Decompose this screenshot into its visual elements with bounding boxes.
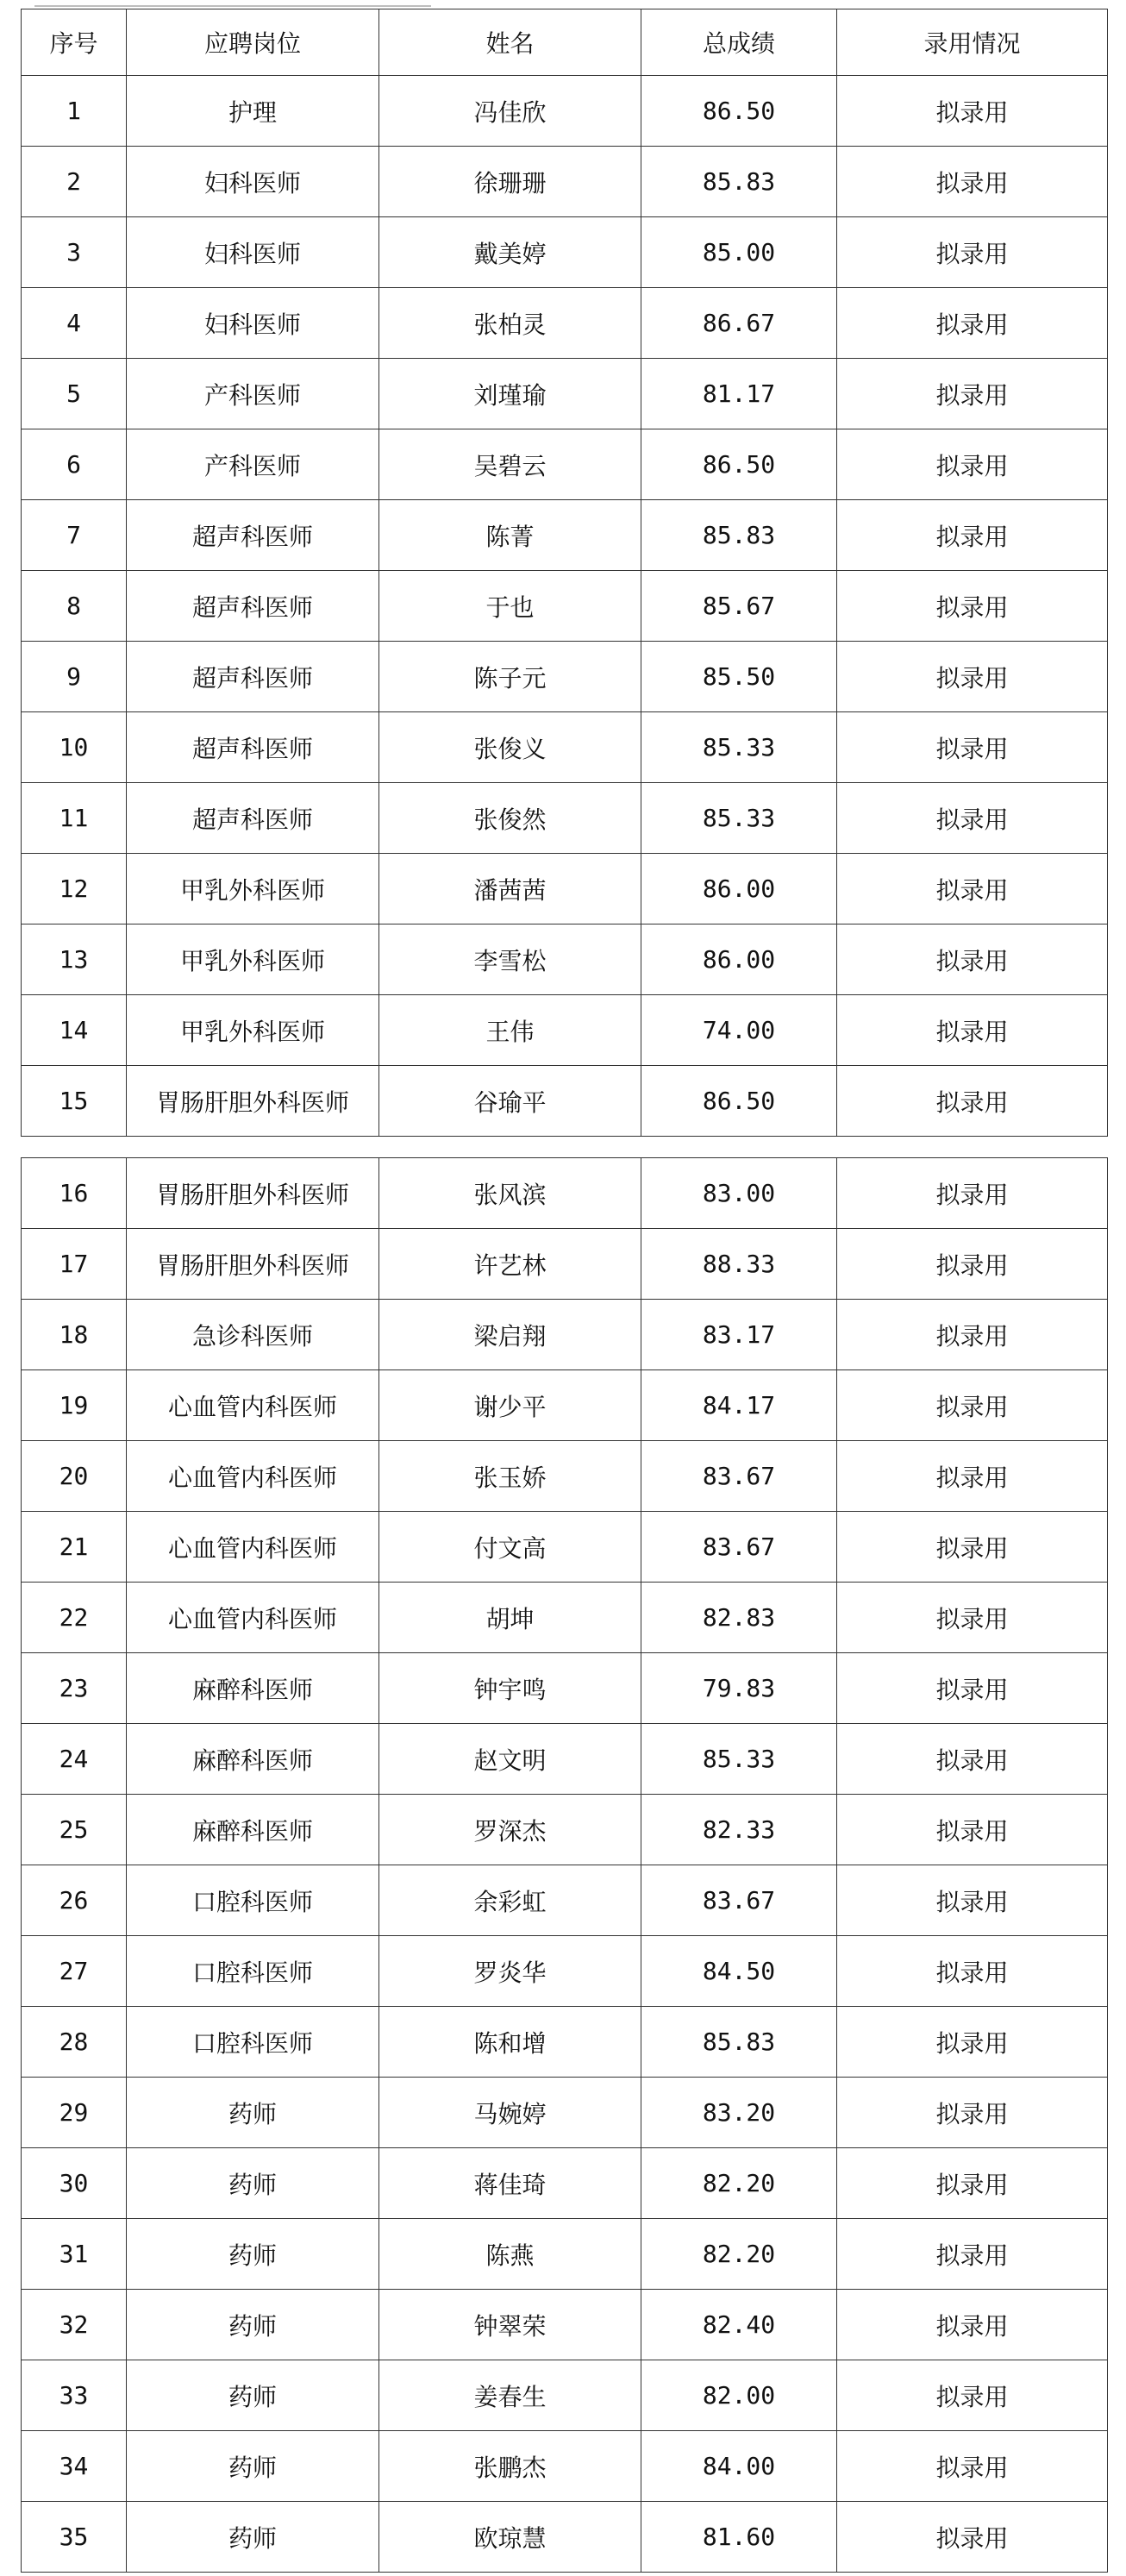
cell-total-score: 85.67 <box>641 571 837 642</box>
cell-hiring-status: 拟录用 <box>837 854 1108 924</box>
cell-index: 22 <box>22 1583 127 1653</box>
cell-hiring-status: 拟录用 <box>837 2360 1108 2431</box>
cell-name: 赵文明 <box>379 1724 641 1795</box>
cell-position: 胃肠肝胆外科医师 <box>127 1066 379 1137</box>
cell-total-score: 81.17 <box>641 359 837 429</box>
table-row <box>22 1300 1108 1370</box>
cell-position: 口腔科医师 <box>127 1865 379 1936</box>
table-row <box>22 1066 1108 1137</box>
table-row <box>22 783 1108 854</box>
cell-total-score: 85.33 <box>641 712 837 783</box>
cell-hiring-status: 拟录用 <box>837 1865 1108 1936</box>
cell-name: 钟宇鸣 <box>379 1653 641 1724</box>
cell-hiring-status: 拟录用 <box>837 1583 1108 1653</box>
cell-name: 于也 <box>379 571 641 642</box>
cell-hiring-status: 拟录用 <box>837 1795 1108 1865</box>
cell-hiring-status: 拟录用 <box>837 500 1108 571</box>
table-row <box>22 2007 1108 2078</box>
cell-hiring-status: 拟录用 <box>837 147 1108 217</box>
cell-index: 18 <box>22 1300 127 1370</box>
table-header-row <box>22 9 1108 76</box>
cell-index: 10 <box>22 712 127 783</box>
cell-position: 产科医师 <box>127 429 379 500</box>
cell-index: 11 <box>22 783 127 854</box>
table-row <box>22 288 1108 359</box>
cell-name: 徐珊珊 <box>379 147 641 217</box>
cell-total-score: 83.00 <box>641 1158 837 1229</box>
header-total-score: 总成绩 <box>641 9 837 76</box>
cell-name: 蒋佳琦 <box>379 2148 641 2219</box>
cell-hiring-status: 拟录用 <box>837 571 1108 642</box>
cell-hiring-status: 拟录用 <box>837 76 1108 147</box>
cell-total-score: 85.33 <box>641 783 837 854</box>
cell-name: 谢少平 <box>379 1370 641 1441</box>
cell-name: 吴碧云 <box>379 429 641 500</box>
cell-position: 超声科医师 <box>127 712 379 783</box>
table-row <box>22 1865 1108 1936</box>
cell-position: 妇科医师 <box>127 147 379 217</box>
cell-total-score: 82.40 <box>641 2290 837 2360</box>
header-hiring-status: 录用情况 <box>837 9 1108 76</box>
cell-hiring-status: 拟录用 <box>837 2502 1108 2573</box>
cell-hiring-status: 拟录用 <box>837 2431 1108 2502</box>
cell-index: 13 <box>22 924 127 995</box>
table-body-part-2 <box>22 1158 1108 2573</box>
cell-index: 25 <box>22 1795 127 1865</box>
cell-hiring-status: 拟录用 <box>837 2078 1108 2148</box>
cell-hiring-status: 拟录用 <box>837 924 1108 995</box>
cell-position: 麻醉科医师 <box>127 1653 379 1724</box>
cell-position: 胃肠肝胆外科医师 <box>127 1158 379 1229</box>
cell-total-score: 74.00 <box>641 995 837 1066</box>
cell-hiring-status: 拟录用 <box>837 1370 1108 1441</box>
cell-hiring-status: 拟录用 <box>837 288 1108 359</box>
cell-position: 甲乳外科医师 <box>127 854 379 924</box>
cell-total-score: 82.20 <box>641 2219 837 2290</box>
cell-index: 15 <box>22 1066 127 1137</box>
table-row <box>22 1583 1108 1653</box>
cell-hiring-status: 拟录用 <box>837 429 1108 500</box>
cell-index: 5 <box>22 359 127 429</box>
cell-hiring-status: 拟录用 <box>837 1441 1108 1512</box>
cell-index: 20 <box>22 1441 127 1512</box>
cell-name: 冯佳欣 <box>379 76 641 147</box>
table-row <box>22 1653 1108 1724</box>
cell-position: 药师 <box>127 2219 379 2290</box>
cell-total-score: 83.67 <box>641 1512 837 1583</box>
table-row <box>22 2078 1108 2148</box>
cell-index: 32 <box>22 2290 127 2360</box>
cell-name: 戴美婷 <box>379 217 641 288</box>
cell-index: 16 <box>22 1158 127 1229</box>
cell-name: 张玉娇 <box>379 1441 641 1512</box>
cell-index: 4 <box>22 288 127 359</box>
table-row <box>22 2431 1108 2502</box>
cell-position: 甲乳外科医师 <box>127 995 379 1066</box>
results-table-part-1 <box>21 9 1108 1137</box>
table-row <box>22 76 1108 147</box>
cell-name: 欧琼慧 <box>379 2502 641 2573</box>
cell-position: 胃肠肝胆外科医师 <box>127 1229 379 1300</box>
cell-name: 付文高 <box>379 1512 641 1583</box>
cell-index: 17 <box>22 1229 127 1300</box>
cell-index: 23 <box>22 1653 127 1724</box>
table-row <box>22 217 1108 288</box>
cell-name: 陈子元 <box>379 642 641 712</box>
table-row <box>22 1512 1108 1583</box>
cell-total-score: 83.20 <box>641 2078 837 2148</box>
cell-hiring-status: 拟录用 <box>837 1724 1108 1795</box>
cell-total-score: 86.50 <box>641 1066 837 1137</box>
cell-name: 罗炎华 <box>379 1936 641 2007</box>
cell-hiring-status: 拟录用 <box>837 1229 1108 1300</box>
table-row <box>22 2502 1108 2573</box>
cell-position: 麻醉科医师 <box>127 1724 379 1795</box>
cell-name: 胡坤 <box>379 1583 641 1653</box>
cell-position: 口腔科医师 <box>127 1936 379 2007</box>
cell-hiring-status: 拟录用 <box>837 359 1108 429</box>
cell-hiring-status: 拟录用 <box>837 642 1108 712</box>
table-row <box>22 1229 1108 1300</box>
cell-position: 心血管内科医师 <box>127 1583 379 1653</box>
cell-position: 超声科医师 <box>127 500 379 571</box>
cell-index: 31 <box>22 2219 127 2290</box>
table-row <box>22 1441 1108 1512</box>
cell-index: 7 <box>22 500 127 571</box>
cell-hiring-status: 拟录用 <box>837 783 1108 854</box>
cell-total-score: 82.20 <box>641 2148 837 2219</box>
cell-index: 8 <box>22 571 127 642</box>
table-row <box>22 995 1108 1066</box>
cell-name: 罗深杰 <box>379 1795 641 1865</box>
cell-name: 马婉婷 <box>379 2078 641 2148</box>
cell-hiring-status: 拟录用 <box>837 995 1108 1066</box>
header-position: 应聘岗位 <box>127 9 379 76</box>
cell-position: 护理 <box>127 76 379 147</box>
cell-hiring-status: 拟录用 <box>837 1653 1108 1724</box>
cell-name: 陈燕 <box>379 2219 641 2290</box>
table-row <box>22 1795 1108 1865</box>
cell-name: 谷瑜平 <box>379 1066 641 1137</box>
cell-index: 9 <box>22 642 127 712</box>
cell-index: 27 <box>22 1936 127 2007</box>
cell-name: 许艺林 <box>379 1229 641 1300</box>
table-row <box>22 1158 1108 1229</box>
cell-index: 1 <box>22 76 127 147</box>
cell-name: 张柏灵 <box>379 288 641 359</box>
cell-index: 2 <box>22 147 127 217</box>
cell-total-score: 82.00 <box>641 2360 837 2431</box>
cell-name: 李雪松 <box>379 924 641 995</box>
cell-index: 3 <box>22 217 127 288</box>
table-row <box>22 642 1108 712</box>
cell-total-score: 84.17 <box>641 1370 837 1441</box>
cell-name: 钟翠荣 <box>379 2290 641 2360</box>
results-table-part-2 <box>21 1157 1108 2573</box>
cell-position: 药师 <box>127 2148 379 2219</box>
table-row <box>22 571 1108 642</box>
cell-total-score: 86.50 <box>641 76 837 147</box>
table-row <box>22 854 1108 924</box>
cell-index: 35 <box>22 2502 127 2573</box>
cell-name: 张鹏杰 <box>379 2431 641 2502</box>
cell-index: 26 <box>22 1865 127 1936</box>
cell-total-score: 82.33 <box>641 1795 837 1865</box>
table-row <box>22 147 1108 217</box>
table-row <box>22 359 1108 429</box>
cell-hiring-status: 拟录用 <box>837 1300 1108 1370</box>
cell-index: 6 <box>22 429 127 500</box>
cropped-title-remnant <box>34 0 431 7</box>
table-row <box>22 500 1108 571</box>
table-row <box>22 924 1108 995</box>
header-index: 序号 <box>22 9 127 76</box>
table-row <box>22 2290 1108 2360</box>
cell-name: 余彩虹 <box>379 1865 641 1936</box>
cell-index: 12 <box>22 854 127 924</box>
table-body-part-1 <box>22 76 1108 1137</box>
cell-total-score: 85.00 <box>641 217 837 288</box>
cell-position: 妇科医师 <box>127 217 379 288</box>
cell-hiring-status: 拟录用 <box>837 217 1108 288</box>
cell-total-score: 82.83 <box>641 1583 837 1653</box>
cell-index: 29 <box>22 2078 127 2148</box>
cell-hiring-status: 拟录用 <box>837 1066 1108 1137</box>
cell-name: 梁启翔 <box>379 1300 641 1370</box>
cell-hiring-status: 拟录用 <box>837 2148 1108 2219</box>
cell-total-score: 85.33 <box>641 1724 837 1795</box>
cell-position: 麻醉科医师 <box>127 1795 379 1865</box>
cell-total-score: 85.83 <box>641 500 837 571</box>
cell-name: 王伟 <box>379 995 641 1066</box>
cell-total-score: 86.00 <box>641 854 837 924</box>
cell-hiring-status: 拟录用 <box>837 2219 1108 2290</box>
table-row <box>22 429 1108 500</box>
cell-position: 超声科医师 <box>127 642 379 712</box>
cell-name: 张俊义 <box>379 712 641 783</box>
cell-position: 超声科医师 <box>127 571 379 642</box>
cell-hiring-status: 拟录用 <box>837 2290 1108 2360</box>
cell-index: 14 <box>22 995 127 1066</box>
cell-total-score: 83.67 <box>641 1441 837 1512</box>
cell-index: 34 <box>22 2431 127 2502</box>
cell-position: 药师 <box>127 2431 379 2502</box>
cell-name: 陈菁 <box>379 500 641 571</box>
cell-total-score: 86.00 <box>641 924 837 995</box>
cell-hiring-status: 拟录用 <box>837 2007 1108 2078</box>
cell-name: 陈和增 <box>379 2007 641 2078</box>
cell-index: 30 <box>22 2148 127 2219</box>
table-row <box>22 1370 1108 1441</box>
cell-index: 24 <box>22 1724 127 1795</box>
cell-total-score: 81.60 <box>641 2502 837 2573</box>
cell-name: 潘茜茜 <box>379 854 641 924</box>
cell-total-score: 85.50 <box>641 642 837 712</box>
cell-total-score: 88.33 <box>641 1229 837 1300</box>
header-name: 姓名 <box>379 9 641 76</box>
cell-index: 33 <box>22 2360 127 2431</box>
cell-index: 21 <box>22 1512 127 1583</box>
table-row <box>22 1724 1108 1795</box>
cell-position: 产科医师 <box>127 359 379 429</box>
cell-total-score: 85.83 <box>641 2007 837 2078</box>
cell-total-score: 84.00 <box>641 2431 837 2502</box>
cell-position: 药师 <box>127 2290 379 2360</box>
table-row <box>22 712 1108 783</box>
cell-hiring-status: 拟录用 <box>837 1512 1108 1583</box>
cell-total-score: 86.50 <box>641 429 837 500</box>
cell-position: 甲乳外科医师 <box>127 924 379 995</box>
cell-position: 妇科医师 <box>127 288 379 359</box>
cell-position: 心血管内科医师 <box>127 1370 379 1441</box>
cell-position: 药师 <box>127 2078 379 2148</box>
table-row <box>22 2219 1108 2290</box>
cell-position: 药师 <box>127 2502 379 2573</box>
cell-hiring-status: 拟录用 <box>837 1158 1108 1229</box>
cell-index: 28 <box>22 2007 127 2078</box>
cell-hiring-status: 拟录用 <box>837 1936 1108 2007</box>
cell-hiring-status: 拟录用 <box>837 712 1108 783</box>
cell-position: 心血管内科医师 <box>127 1512 379 1583</box>
cell-index: 19 <box>22 1370 127 1441</box>
cell-total-score: 83.17 <box>641 1300 837 1370</box>
cell-name: 张俊然 <box>379 783 641 854</box>
table-row <box>22 2360 1108 2431</box>
cell-total-score: 79.83 <box>641 1653 837 1724</box>
cell-position: 超声科医师 <box>127 783 379 854</box>
cell-position: 急诊科医师 <box>127 1300 379 1370</box>
cell-total-score: 85.83 <box>641 147 837 217</box>
cell-name: 刘瑾瑜 <box>379 359 641 429</box>
table-row <box>22 2148 1108 2219</box>
table-row <box>22 1936 1108 2007</box>
cell-position: 口腔科医师 <box>127 2007 379 2078</box>
cell-total-score: 84.50 <box>641 1936 837 2007</box>
cell-name: 姜春生 <box>379 2360 641 2431</box>
cell-position: 药师 <box>127 2360 379 2431</box>
cell-total-score: 83.67 <box>641 1865 837 1936</box>
cell-position: 心血管内科医师 <box>127 1441 379 1512</box>
cell-name: 张风滨 <box>379 1158 641 1229</box>
cell-total-score: 86.67 <box>641 288 837 359</box>
